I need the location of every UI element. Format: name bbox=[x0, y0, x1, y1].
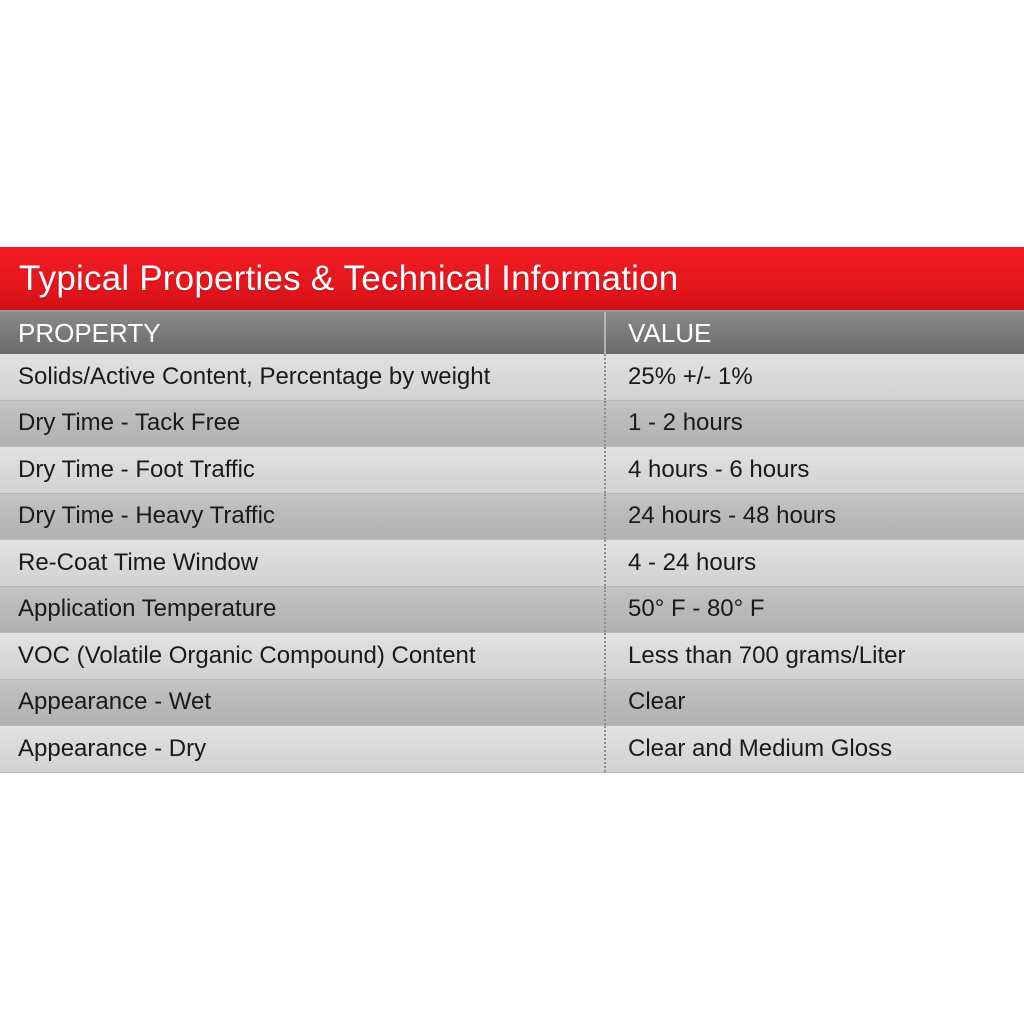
table-row bbox=[0, 447, 1024, 494]
value-cell: 4 hours - 6 hours bbox=[628, 455, 810, 483]
value-cell: 24 hours - 48 hours bbox=[628, 502, 837, 530]
table-row bbox=[0, 401, 1024, 448]
header-property: PROPERTY bbox=[0, 312, 606, 354]
value-cell: Clear bbox=[628, 688, 686, 716]
property-cell: Appearance - Dry bbox=[0, 726, 606, 772]
properties-table bbox=[0, 247, 1024, 777]
value-cell: 1 - 2 hours bbox=[628, 409, 743, 437]
value-cell: Clear and Medium Gloss bbox=[628, 734, 893, 762]
table-row bbox=[0, 494, 1024, 541]
table-row bbox=[0, 540, 1024, 587]
value-cell: 50° F - 80° F bbox=[628, 595, 765, 623]
property-cell: Application Temperature bbox=[0, 587, 606, 633]
property-cell: Dry Time - Heavy Traffic bbox=[0, 494, 606, 540]
table-row bbox=[0, 680, 1024, 727]
property-cell: Solids/Active Content, Percentage by weight bbox=[0, 354, 606, 400]
table-title: Typical Properties & Technical Information bbox=[0, 247, 1024, 310]
value-cell: 4 - 24 hours bbox=[628, 548, 757, 576]
table-row bbox=[0, 354, 1024, 401]
property-cell: Appearance - Wet bbox=[0, 680, 606, 726]
table-row bbox=[0, 587, 1024, 634]
table-header-row bbox=[0, 310, 1024, 354]
table-row bbox=[0, 633, 1024, 680]
header-value: VALUE bbox=[628, 317, 712, 348]
property-cell: Dry Time - Tack Free bbox=[0, 401, 606, 447]
value-cell: Less than 700 grams/Liter bbox=[628, 641, 906, 669]
property-cell: Dry Time - Foot Traffic bbox=[0, 447, 606, 493]
value-cell: 25% +/- 1% bbox=[628, 362, 753, 390]
property-cell: Re-Coat Time Window bbox=[0, 540, 606, 586]
property-cell: VOC (Volatile Organic Compound) Content bbox=[0, 633, 606, 679]
table-row bbox=[0, 726, 1024, 773]
